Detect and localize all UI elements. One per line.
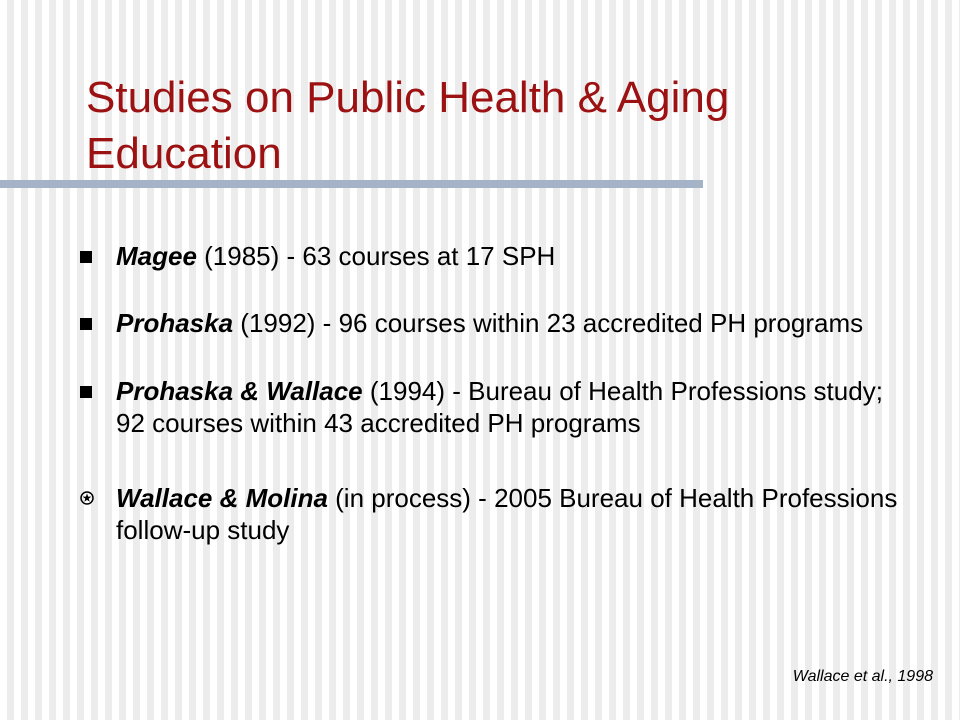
star-in-circle-icon [80, 491, 94, 505]
title-underline-bar [0, 180, 703, 188]
bullet-item [80, 482, 900, 546]
study-description: (in process) - 2005 Bureau of Health Professions follow-up study [116, 483, 898, 545]
study-author: Wallace & Molina [116, 483, 328, 513]
study-description: (1994) - Bureau of Health Professions study; 92 courses within 43 accredited PH programs [116, 376, 883, 438]
slide-title: Studies on Public Health & Aging Education [86, 73, 730, 178]
bullet-item [80, 240, 900, 272]
study-author: Prohaska [116, 308, 234, 338]
square-bullet-icon [80, 386, 92, 398]
square-bullet-icon [80, 251, 92, 263]
study-description: (1985) - 63 courses at 17 SPH [196, 241, 556, 271]
study-author: Magee [116, 241, 197, 271]
citation: Wallace et al., 1998 [792, 668, 933, 685]
square-bullet-icon [80, 318, 92, 330]
bullet-list [80, 240, 900, 546]
bullet-item [80, 375, 900, 439]
study-author: Prohaska & Wallace [116, 376, 363, 406]
bullet-item [80, 307, 900, 339]
study-description: (1992) - 96 courses within 23 accredited PH programs [233, 308, 864, 338]
